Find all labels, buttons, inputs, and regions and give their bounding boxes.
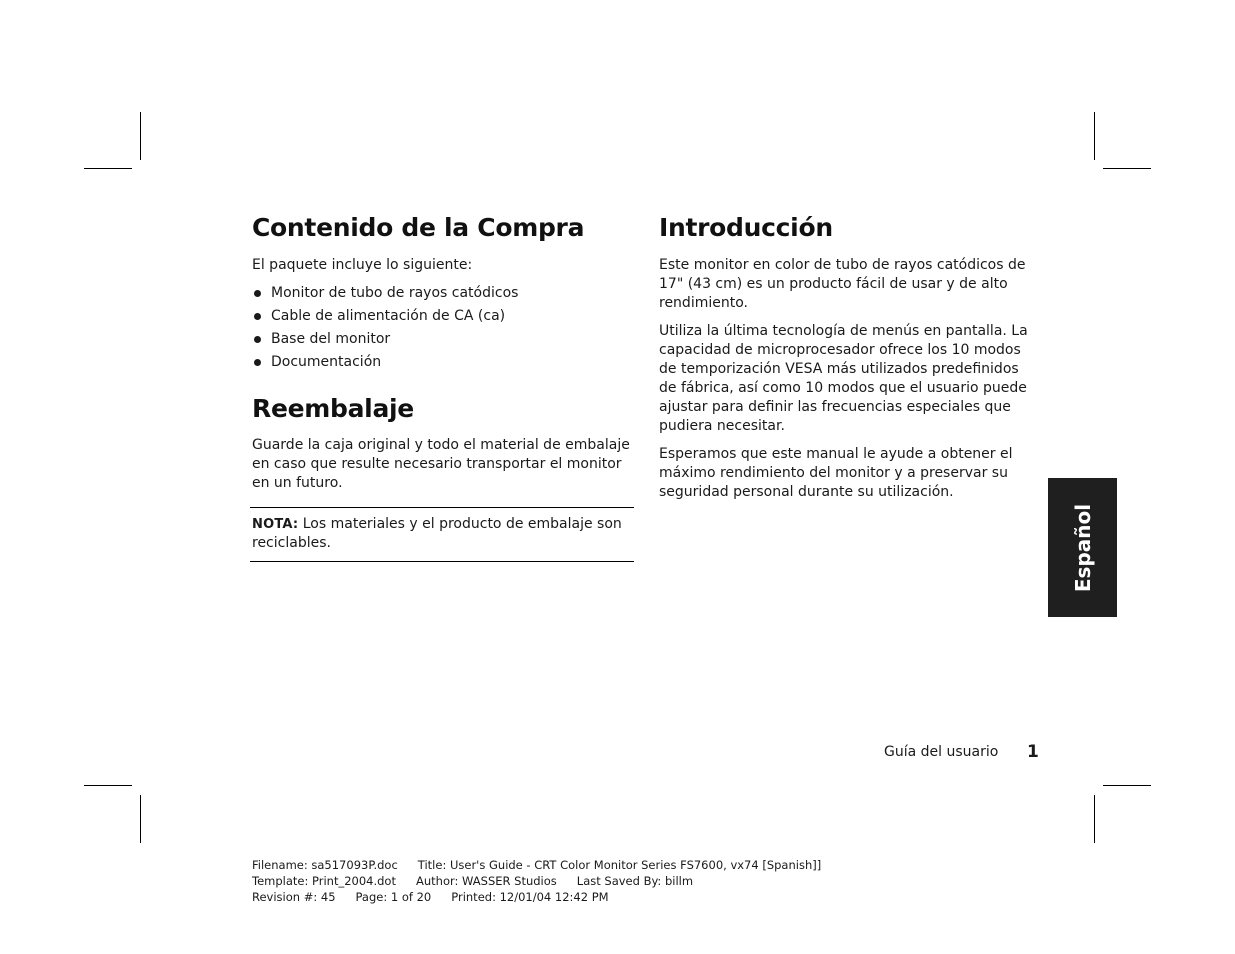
package-intro: El paquete incluye lo siguiente: xyxy=(252,257,473,273)
language-side-tab xyxy=(1048,478,1117,617)
list-item: Base del monitor xyxy=(252,330,632,353)
crop-mark-top-right-vertical xyxy=(1094,112,1095,160)
crop-mark-top-right-horizontal xyxy=(1103,168,1151,169)
package-contents-section xyxy=(252,256,632,376)
repacking-section xyxy=(252,436,634,493)
meta-printed: Printed: 12/01/04 12:42 PM xyxy=(451,890,609,904)
introduction-section xyxy=(659,256,1037,502)
meta-template: Template: Print_2004.dot xyxy=(252,874,396,888)
note-rule-bottom xyxy=(250,561,634,562)
print-metadata xyxy=(252,857,841,905)
meta-title: Title: User's Guide - CRT Color Monitor Series FS7600, vx74 [Spanish]] xyxy=(417,858,822,872)
crop-mark-bottom-right-vertical xyxy=(1094,795,1095,843)
note-label: NOTA: xyxy=(252,517,299,532)
language-tab-label: Español xyxy=(1070,503,1095,592)
list-item: Monitor de tubo de rayos catódicos xyxy=(252,284,632,307)
crop-mark-bottom-left-horizontal xyxy=(84,785,132,786)
heading-repacking: Reembalaje xyxy=(252,394,414,423)
heading-package-contents: Contenido de la Compra xyxy=(252,213,585,242)
list-item: Documentación xyxy=(252,353,632,376)
meta-filename: Filename: sa517093P.doc xyxy=(252,858,398,872)
intro-paragraph-3: Esperamos que este manual le ayude a obtener el máximo rendimiento del monitor y a preservar su seguridad personal durante su utilización. xyxy=(659,446,1013,500)
crop-mark-top-left-vertical xyxy=(140,112,141,160)
meta-author: Author: WASSER Studios xyxy=(415,874,557,888)
crop-mark-top-left-horizontal xyxy=(84,168,132,169)
meta-page: Page: 1 of 20 xyxy=(355,890,432,904)
intro-paragraph-1: Este monitor en color de tubo de rayos catódicos de 17" (43 cm) es un producto fácil de usar y de alto rendimiento. xyxy=(659,257,1026,311)
package-items-list xyxy=(252,284,632,376)
note-text: Los materiales y el producto de embalaje son reciclables. xyxy=(252,516,622,551)
crop-mark-bottom-left-vertical xyxy=(140,795,141,843)
list-item: Cable de alimentación de CA (ca) xyxy=(252,307,632,330)
intro-paragraph-2: Utiliza la última tecnología de menús en pantalla. La capacidad de microprocesador ofrece los 10 modos de temporización VESA más utilizados predefinidos de fábrica, así como 10 modos que el usuario puede ajustar para definir las frecuencias especiales que pudiera necesitar. xyxy=(659,323,1028,434)
footer-guide-title: Guía del usuario xyxy=(884,744,999,760)
footer-page-number: 1 xyxy=(1027,742,1039,762)
repacking-text: Guarde la caja original y todo el material de embalaje en caso que resulte necesario transportar el monitor en un futuro. xyxy=(252,437,630,491)
heading-introduction: Introducción xyxy=(659,213,833,242)
crop-mark-bottom-right-horizontal xyxy=(1103,785,1151,786)
note-box xyxy=(252,515,632,553)
meta-revision: Revision #: 45 xyxy=(252,890,336,904)
note-rule-top xyxy=(250,507,634,508)
meta-last-saved: Last Saved By: billm xyxy=(576,874,694,888)
